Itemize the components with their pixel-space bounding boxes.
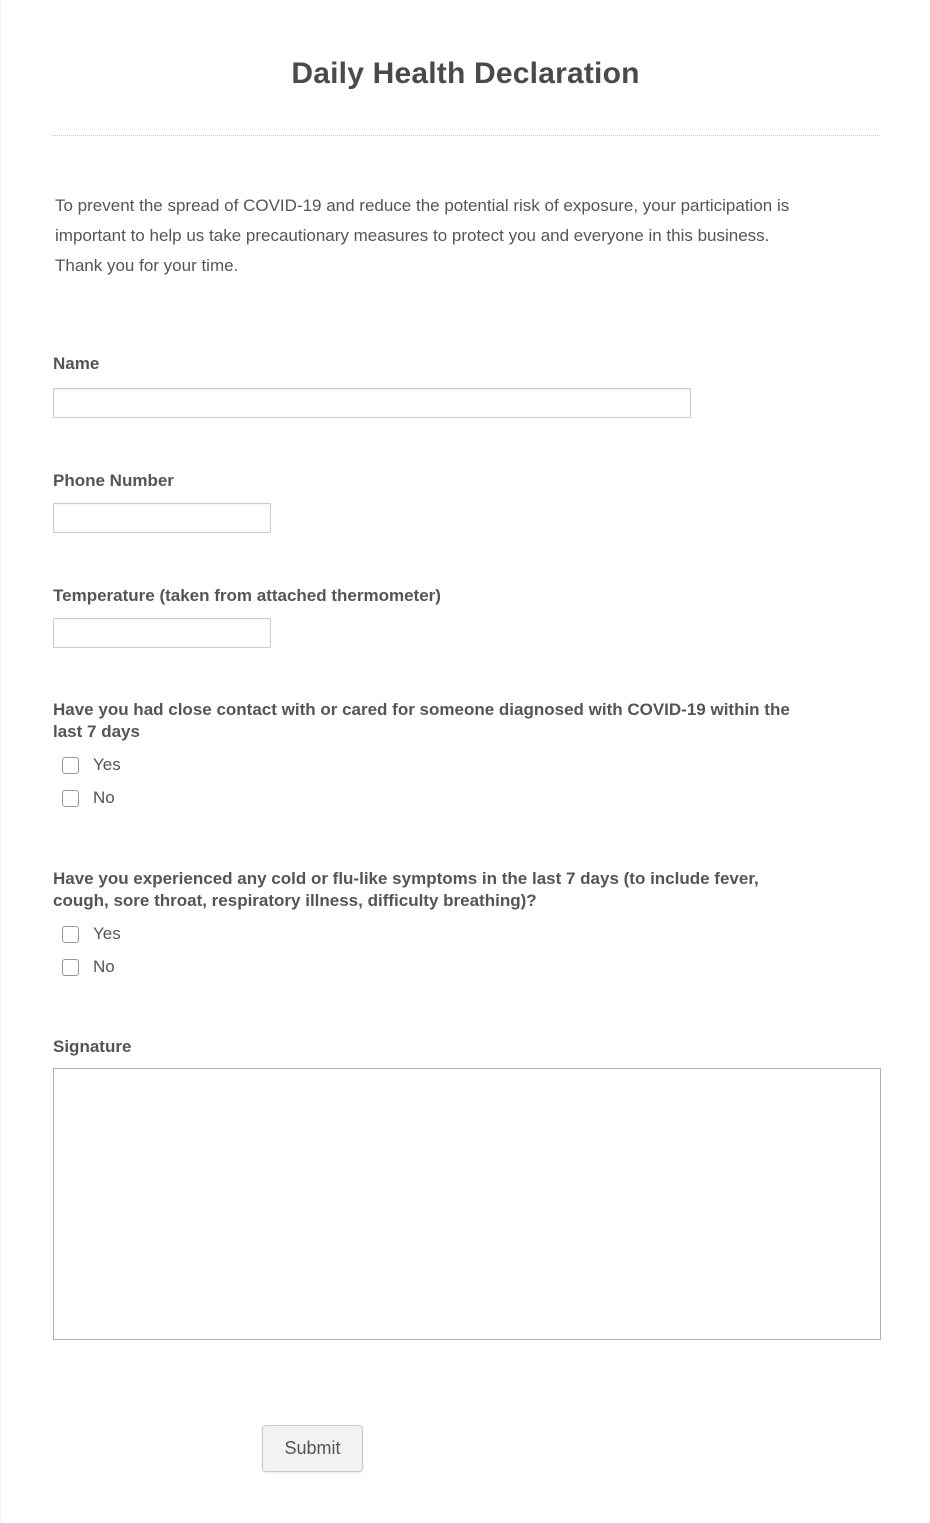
symptoms-no-option[interactable] [53, 957, 880, 977]
contact-question [53, 699, 880, 808]
symptoms-yes-option[interactable] [53, 924, 880, 944]
temperature-field [53, 585, 880, 648]
phone-label: Phone Number [53, 471, 174, 490]
name-field [53, 353, 880, 418]
temperature-label: Temperature (taken from attached thermometer) [53, 586, 441, 605]
signature-pad[interactable] [53, 1068, 881, 1340]
symptoms-no-label: No [93, 957, 115, 976]
checkbox-icon[interactable] [62, 790, 79, 807]
signature-label: Signature [53, 1037, 132, 1056]
submit-row [53, 1425, 880, 1472]
name-input[interactable] [53, 388, 691, 418]
symptoms-question-line-1: Have you experienced any cold or flu-like symptoms in the last 7 days (to include fever, [53, 869, 759, 888]
contact-yes-label: Yes [93, 755, 121, 774]
checkbox-icon[interactable] [62, 757, 79, 774]
checkbox-icon[interactable] [62, 959, 79, 976]
header-divider [51, 135, 880, 136]
contact-question-line-2: last 7 days [53, 722, 140, 741]
contact-question-line-1: Have you had close contact with or cared for someone diagnosed with COVID-19 within the [53, 700, 790, 719]
contact-yes-option[interactable] [53, 755, 880, 775]
contact-question-label [53, 699, 880, 743]
signature-field [53, 1036, 880, 1340]
phone-input[interactable] [53, 503, 271, 533]
intro-line-2: important to help us take precautionary measures to protect you and everyone in this business. [55, 226, 770, 245]
symptoms-question-label [53, 868, 880, 912]
form-title: Daily Health Declaration [291, 57, 640, 90]
contact-no-label: No [93, 788, 115, 807]
submit-button[interactable]: Submit [262, 1425, 363, 1472]
intro-line-3: Thank you for your time. [55, 256, 239, 275]
symptoms-yes-label: Yes [93, 924, 121, 943]
contact-no-option[interactable] [53, 788, 880, 808]
temperature-input[interactable] [53, 618, 271, 648]
intro-line-1: To prevent the spread of COVID-19 and reduce the potential risk of exposure, your participation is [55, 196, 790, 215]
name-label: Name [53, 354, 100, 373]
symptoms-question [53, 868, 880, 977]
intro-text [55, 191, 880, 281]
phone-field [53, 470, 880, 533]
checkbox-icon[interactable] [62, 926, 79, 943]
symptoms-question-line-2: cough, sore throat, respiratory illness, difficulty breathing)? [53, 891, 537, 910]
